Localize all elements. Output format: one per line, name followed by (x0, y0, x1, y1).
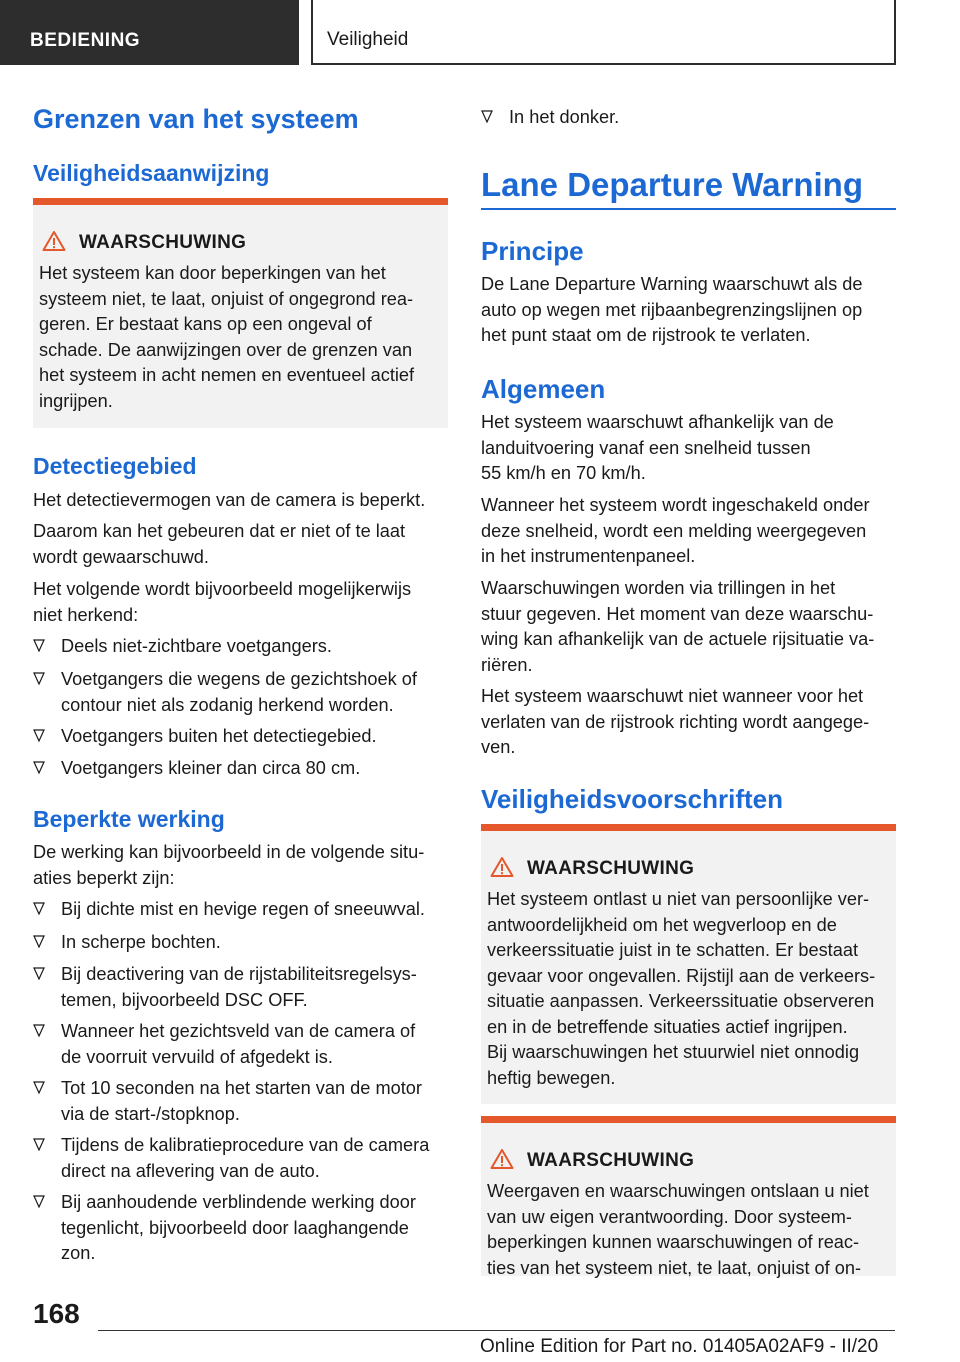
heading-algemeen: Algemeen (481, 374, 606, 404)
warning-heading: WAARSCHUWING (527, 1150, 695, 1171)
chapter-tab: Veiligheid (311, 0, 896, 65)
paragraph: De werking kan bijvoorbeeld in de volgende situ‐ aties beperkt zijn: (33, 842, 425, 888)
heading-beperkte-werking: Beperkte werking (33, 806, 225, 832)
warning-heading: WAARSCHUWING (79, 232, 247, 253)
section-title: Grenzen van het systeem (33, 104, 359, 134)
paragraph: Het systeem waarschuwt afhankelijk van de landuitvoering vanaf een snelheid tussen 55 km/h en 70 km/h. (481, 412, 834, 483)
bullet-triangle-icon (33, 935, 45, 948)
warning-box-1 (33, 198, 448, 428)
bullet-triangle-icon (33, 672, 45, 685)
bullet-triangle-icon (33, 902, 45, 915)
title-underline (481, 208, 896, 210)
paragraph: Het systeem waarschuwt niet wanneer voor het verlaten van de rijstrook richting wordt aangege‐ ven. (481, 686, 870, 757)
footer-edition: Online Edition for Part no. 01405A02AF9 - II/20 (480, 1336, 879, 1357)
warning-text: Het systeem ontlast u niet van persoonlijke ver‐ antwoordelijkheid om het wegverloop en de verkeerssituatie juist in te schatten. Er bestaat gevaar voor ongevallen. Rijstijl aan de verkeers‐ situatie aanpassen. Verkeerssituatie observeren en in de betreffende situaties actief ingrijpen. Bij waarschuwingen het stuurwiel niet onnodig heftig bewegen. (487, 889, 876, 1088)
paragraph: Daarom kan het gebeuren dat er niet of te laat wordt gewaarschuwd. (33, 521, 406, 567)
heading-detectiegebied: Detectiegebied (33, 453, 197, 479)
subsection-title: Veiligheidsaanwijzing (33, 160, 270, 186)
bullet-triangle-icon (481, 110, 493, 123)
footer-divider (98, 1330, 895, 1331)
paragraph: Wanneer het systeem wordt ingeschakeld onder deze snelheid, wordt een melding weergegeven in het instrumentenpaneel. (481, 495, 870, 566)
warning-triangle-icon (490, 1148, 514, 1170)
bullet-triangle-icon (33, 1081, 45, 1094)
warning-box-2 (481, 824, 896, 1104)
paragraph: Waarschuwingen worden via trillingen in het stuur gegeven. Het moment van deze waarschu‐ wing kan afhankelijk van de actuele rijsituatie va‐ riëren. (481, 578, 875, 675)
warning-triangle-icon (42, 230, 66, 252)
bullet-triangle-icon (33, 967, 45, 980)
bullet-triangle-icon (33, 639, 45, 652)
heading-principe: Principe (481, 236, 584, 266)
paragraph: De Lane Departure Warning waarschuwt als de auto op wegen met rijbaanbegrenzingslijnen op het punt staat om de rijstrook te verlaten. (481, 274, 863, 345)
warning-text: Weergaven en waarschuwingen ontslaan u niet van uw eigen verantwoording. Door systeem‐ beperkingen kunnen waarschuwingen of reac‐ ties van het systeem niet, te laat, onjuist of on‐ (487, 1181, 869, 1278)
warning-triangle-icon (490, 856, 514, 878)
paragraph: Het detectievermogen van de camera is beperkt. (33, 490, 426, 510)
chapter-title: Lane Departure Warning (481, 166, 863, 203)
warning-text: Het systeem kan door beperkingen van het systeem niet, te laat, onjuist of ongegrond rea‐ geren. Er bestaat kans op een ongeval of schade. De aanwijzingen over de grenzen van het systeem in acht nemen en eventueel actief ingrijpen. (39, 263, 415, 411)
heading-veiligheidsvoorschriften: Veiligheidsvoorschriften (481, 784, 783, 814)
bullet-triangle-icon (33, 1195, 45, 1208)
bullet-triangle-icon (33, 1024, 45, 1037)
bullet-triangle-icon (33, 1138, 45, 1151)
bullet-triangle-icon (33, 729, 45, 742)
bullet-triangle-icon (33, 761, 45, 774)
warning-box-3 (481, 1116, 896, 1276)
paragraph: Het volgende wordt bijvoorbeeld mogelijkerwijs niet herkend: (33, 579, 412, 625)
warning-heading: WAARSCHUWING (527, 858, 695, 879)
page-number: 168 (33, 1298, 80, 1329)
section-tab: BEDIENING (0, 0, 299, 65)
